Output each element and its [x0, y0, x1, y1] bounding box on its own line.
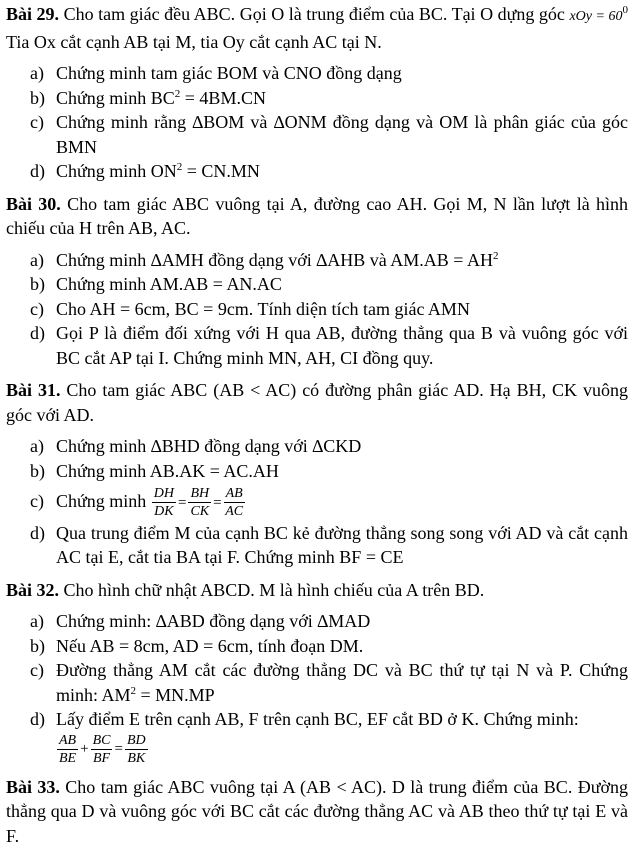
superscript: 2	[130, 684, 137, 697]
problem-title: Bài 32.	[6, 579, 60, 600]
text-segment: Chứng minh ∆BHD đồng dạng với ∆CKD	[56, 436, 362, 456]
problem-title: Bài 30.	[6, 193, 61, 214]
item-label: c)	[30, 660, 44, 681]
text-segment: Chứng minh ∆AMH đồng dạng với ∆AHB và AM.AB = AH	[56, 249, 493, 270]
superscript: 2	[174, 87, 181, 100]
text-segment: = CN.MN	[182, 161, 260, 181]
problem-item	[6, 61, 628, 86]
item-text	[56, 634, 628, 659]
item-label: a)	[30, 63, 44, 83]
item-label: b)	[30, 274, 45, 294]
problem	[6, 2, 628, 184]
problem	[6, 192, 628, 371]
problem-statement	[6, 192, 628, 241]
problem-item	[6, 634, 628, 659]
problem-item	[6, 609, 628, 634]
item-label: b)	[30, 635, 45, 656]
problem-item	[6, 434, 628, 459]
fraction	[57, 732, 78, 767]
item-text	[56, 61, 628, 86]
text-segment: = MN.MP	[136, 684, 215, 705]
text-segment: Chứng minh AM.AB = AN.AC	[56, 274, 282, 294]
problem-title: Bài 33.	[6, 776, 60, 797]
item-text	[56, 86, 628, 111]
text-segment: Chứng minh AB.AK = AC.AH	[56, 460, 279, 481]
problem-item	[6, 459, 628, 484]
item-label: c)	[30, 298, 44, 319]
item-text	[56, 248, 628, 273]
superscript: 2	[176, 161, 183, 173]
numerator: BD	[126, 732, 146, 748]
problem	[6, 578, 628, 767]
item-text	[56, 159, 628, 184]
problem-item	[6, 248, 628, 273]
problem-statement	[6, 775, 628, 849]
item-label: d)	[30, 709, 45, 730]
problem-item	[6, 110, 628, 159]
item-label: d)	[30, 161, 45, 181]
problem-title: Bài 31.	[6, 380, 61, 400]
problem-title: Bài 29.	[6, 4, 60, 24]
item-label: a)	[30, 249, 44, 270]
fraction	[188, 485, 211, 520]
problem-item	[6, 272, 628, 297]
text-segment: Cho AH = 6cm, BC = 9cm. Tính diện tích tam giác AMN	[56, 298, 470, 319]
item-text	[56, 707, 628, 767]
text-segment: Chứng minh BC	[56, 87, 175, 108]
numerator: AB	[59, 732, 77, 748]
problem-item	[6, 159, 628, 184]
item-label: b)	[30, 87, 45, 108]
item-text	[56, 521, 628, 570]
problem-item	[6, 297, 628, 322]
text-segment: Đường thẳng AM cắt các đường thẳng DC và BC thứ tự tại N và P. Chứng minh: AM	[56, 660, 628, 705]
denominator: BK	[127, 750, 146, 766]
math-operator: =	[114, 741, 123, 758]
problem-statement	[6, 378, 628, 427]
problem-item	[6, 658, 628, 707]
text-segment: Lấy điểm E trên cạnh AB, F trên cạnh BC, EF cắt BD ở K. Chứng minh:	[56, 709, 579, 730]
problem-statement	[6, 578, 628, 603]
item-text	[56, 272, 628, 297]
fraction	[152, 485, 176, 520]
text-segment: Chứng minh tam giác BOM và CNO đồng dạng	[56, 63, 402, 83]
item-text	[56, 110, 628, 159]
item-text	[56, 658, 628, 707]
math-operator: =	[178, 494, 187, 511]
item-text	[56, 459, 628, 484]
text-segment: Cho tam giác đều ABC. Gọi O là trung điểm của BC. Tại O dựng góc	[59, 4, 570, 24]
denominator: CK	[190, 504, 210, 520]
item-text	[56, 434, 628, 459]
math-expression: xOy = 60	[569, 9, 623, 24]
problem-item	[6, 86, 628, 111]
text-segment: Nếu AB = 8cm, AD = 6cm, tính đoạn DM.	[56, 635, 364, 656]
problem-item	[6, 707, 628, 767]
problem-item	[6, 321, 628, 370]
fraction	[224, 485, 245, 520]
denominator: DK	[154, 504, 174, 520]
math-operator: +	[80, 741, 89, 758]
denominator: BF	[92, 750, 111, 766]
text-segment: Cho tam giác ABC (AB < AC) có đường phân giác AD. Hạ BH, CK vuông góc với AD.	[6, 380, 629, 425]
problem	[6, 378, 628, 570]
text-segment: Cho hình chữ nhật ABCD. M là hình chiếu của A trên BD.	[59, 579, 485, 600]
text-segment: Cho tam giác ABC vuông tại A (AB < AC). D là trung điểm của BC. Đường thẳng qua D và vuông góc với BC cắt các đường thẳng AC và AB theo thứ tự tại E và F.	[6, 776, 628, 846]
numerator: DH	[153, 486, 174, 502]
fraction	[125, 732, 148, 767]
problem-item	[6, 483, 628, 521]
superscript: 0	[622, 4, 628, 16]
denominator: AC	[225, 504, 244, 520]
item-text	[56, 609, 628, 634]
item-label: a)	[30, 611, 44, 632]
problem-item	[6, 521, 628, 570]
numerator: BH	[190, 486, 210, 502]
text-segment: Chứng minh	[56, 491, 151, 511]
denominator: BE	[59, 750, 77, 766]
numerator: AB	[225, 486, 243, 502]
item-text	[56, 483, 628, 521]
problem-statement	[6, 2, 628, 54]
text-segment: = 4BM.CN	[180, 87, 266, 108]
text-segment: Qua trung điểm M của cạnh BC kẻ đường thẳng song song với AD và cắt cạnh AC tại E, cắt tia BA tại F. Chứng minh BF = CE	[56, 522, 628, 568]
item-label: c)	[30, 491, 44, 511]
item-label: c)	[30, 112, 44, 132]
item-label: d)	[30, 323, 45, 343]
item-label: b)	[30, 460, 45, 481]
text-segment: Tia Ox cắt cạnh AB tại M, tia Oy cắt cạnh AC tại N.	[6, 31, 382, 52]
numerator: BC	[92, 732, 111, 748]
text-segment: Gọi P là điểm đối xứng với H qua AB, đường thẳng qua B và vuông góc với BC cắt AP tại I. Chứng minh MN, AH, CI đồng quy.	[56, 323, 628, 368]
text-segment: Chứng minh rằng ∆BOM và ∆ONM đồng dạng và OM là phân giác của góc BMN	[56, 112, 628, 157]
fraction	[91, 732, 113, 767]
item-text	[56, 321, 628, 370]
text-segment: Chứng minh: ∆ABD đồng dạng với ∆MAD	[56, 611, 371, 632]
superscript: 2	[492, 249, 499, 262]
item-text	[56, 297, 628, 322]
text-segment: Cho tam giác ABC vuông tại A, đường cao AH. Gọi M, N lần lượt là hình chiếu của H trên AB, AC.	[6, 193, 628, 238]
problem	[6, 775, 628, 849]
math-operator: =	[213, 494, 222, 511]
text-segment: Chứng minh ON	[56, 161, 177, 181]
item-label: d)	[30, 522, 45, 543]
item-label: a)	[30, 436, 44, 456]
